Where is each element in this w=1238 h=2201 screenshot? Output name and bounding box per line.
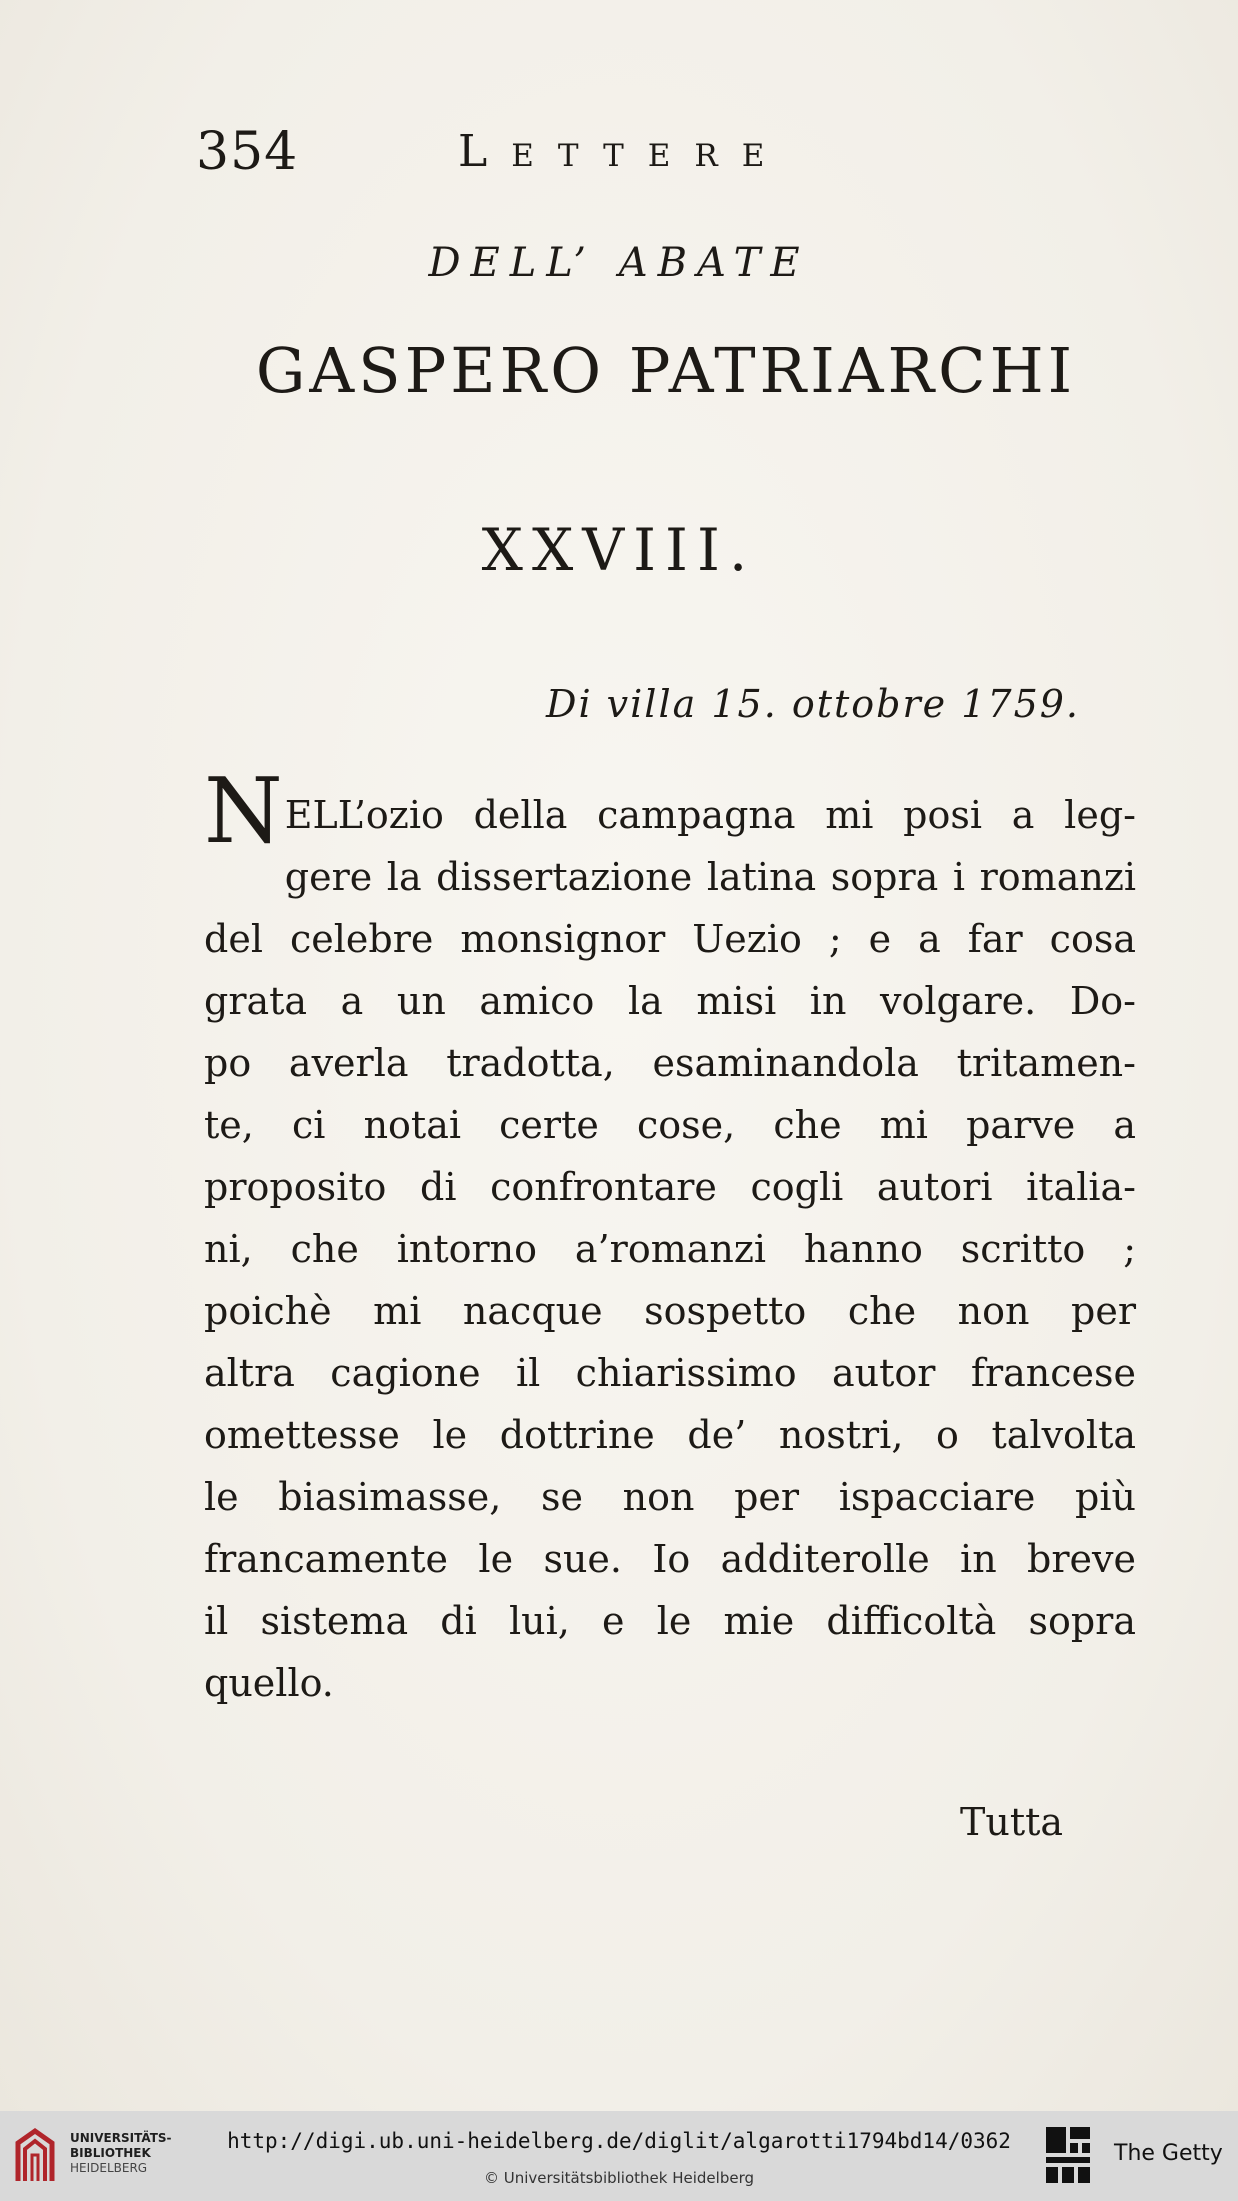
catchword: Tutta	[960, 1800, 1064, 1844]
page-header	[196, 122, 1136, 182]
body-line: quello.	[204, 1661, 334, 1705]
copyright-notice: © Universitätsbibliothek Heidelberg	[483, 2169, 754, 2187]
body-line: poichè mi nacque sospetto che non per	[204, 1289, 1136, 1333]
author-name: GASPERO PATRIARCHI	[255, 334, 1077, 407]
drop-cap: N	[204, 759, 283, 864]
body-line: francamente le sue. Io additerolle in breve	[204, 1537, 1136, 1581]
body-line: del celebre monsignor Uezio ; e a far cosa	[204, 917, 1136, 961]
getty-name: The Getty	[1114, 2141, 1223, 2166]
permalink-url[interactable]: http://digi.ub.uni-heidelberg.de/diglit/algarotti1794bd14/0362	[227, 2129, 1011, 2153]
body-line: ni, che intorno a’romanzi hanno scritto ;	[204, 1227, 1136, 1271]
dateline: Di villa 15. ottobre 1759.	[545, 682, 1080, 726]
body-line: ELL’ozio della campagna mi posi a leg-	[284, 793, 1136, 837]
body-line: grata a un amico la misi in volgare. Do-	[204, 979, 1136, 1023]
letter-number: XXVIII.	[481, 516, 757, 584]
body-line: gere la dissertazione latina sopra i romanzi	[284, 855, 1136, 899]
getty-logo-icon	[1044, 2125, 1092, 2185]
body-line: te, ci notai certe cose, che mi parve a	[204, 1103, 1136, 1147]
library-name: UNIVERSITÄTS- BIBLIOTHEK HEIDELBERG	[70, 2131, 172, 2175]
page-number: 354	[196, 122, 299, 182]
body-line: le biasimasse, se non per ispacciare più	[204, 1475, 1136, 1519]
letter-body	[204, 759, 1136, 1714]
viewer-footer	[0, 2111, 1238, 2201]
body-line: proposito di confrontare cogli autori italia-	[204, 1165, 1136, 1209]
body-line: omettesse le dottrine de’ nostri, o talvolta	[204, 1413, 1136, 1457]
body-line: altra cagione il chiarissimo autor francese	[204, 1351, 1136, 1395]
body-line: il sistema di lui, e le mie difficoltà sopra	[204, 1599, 1136, 1643]
running-head: Lettere	[458, 126, 789, 177]
author-prefix: DELL’ ABATE	[428, 240, 810, 286]
body-line: po averla tradotta, esaminandola tritamen-	[204, 1041, 1136, 1085]
